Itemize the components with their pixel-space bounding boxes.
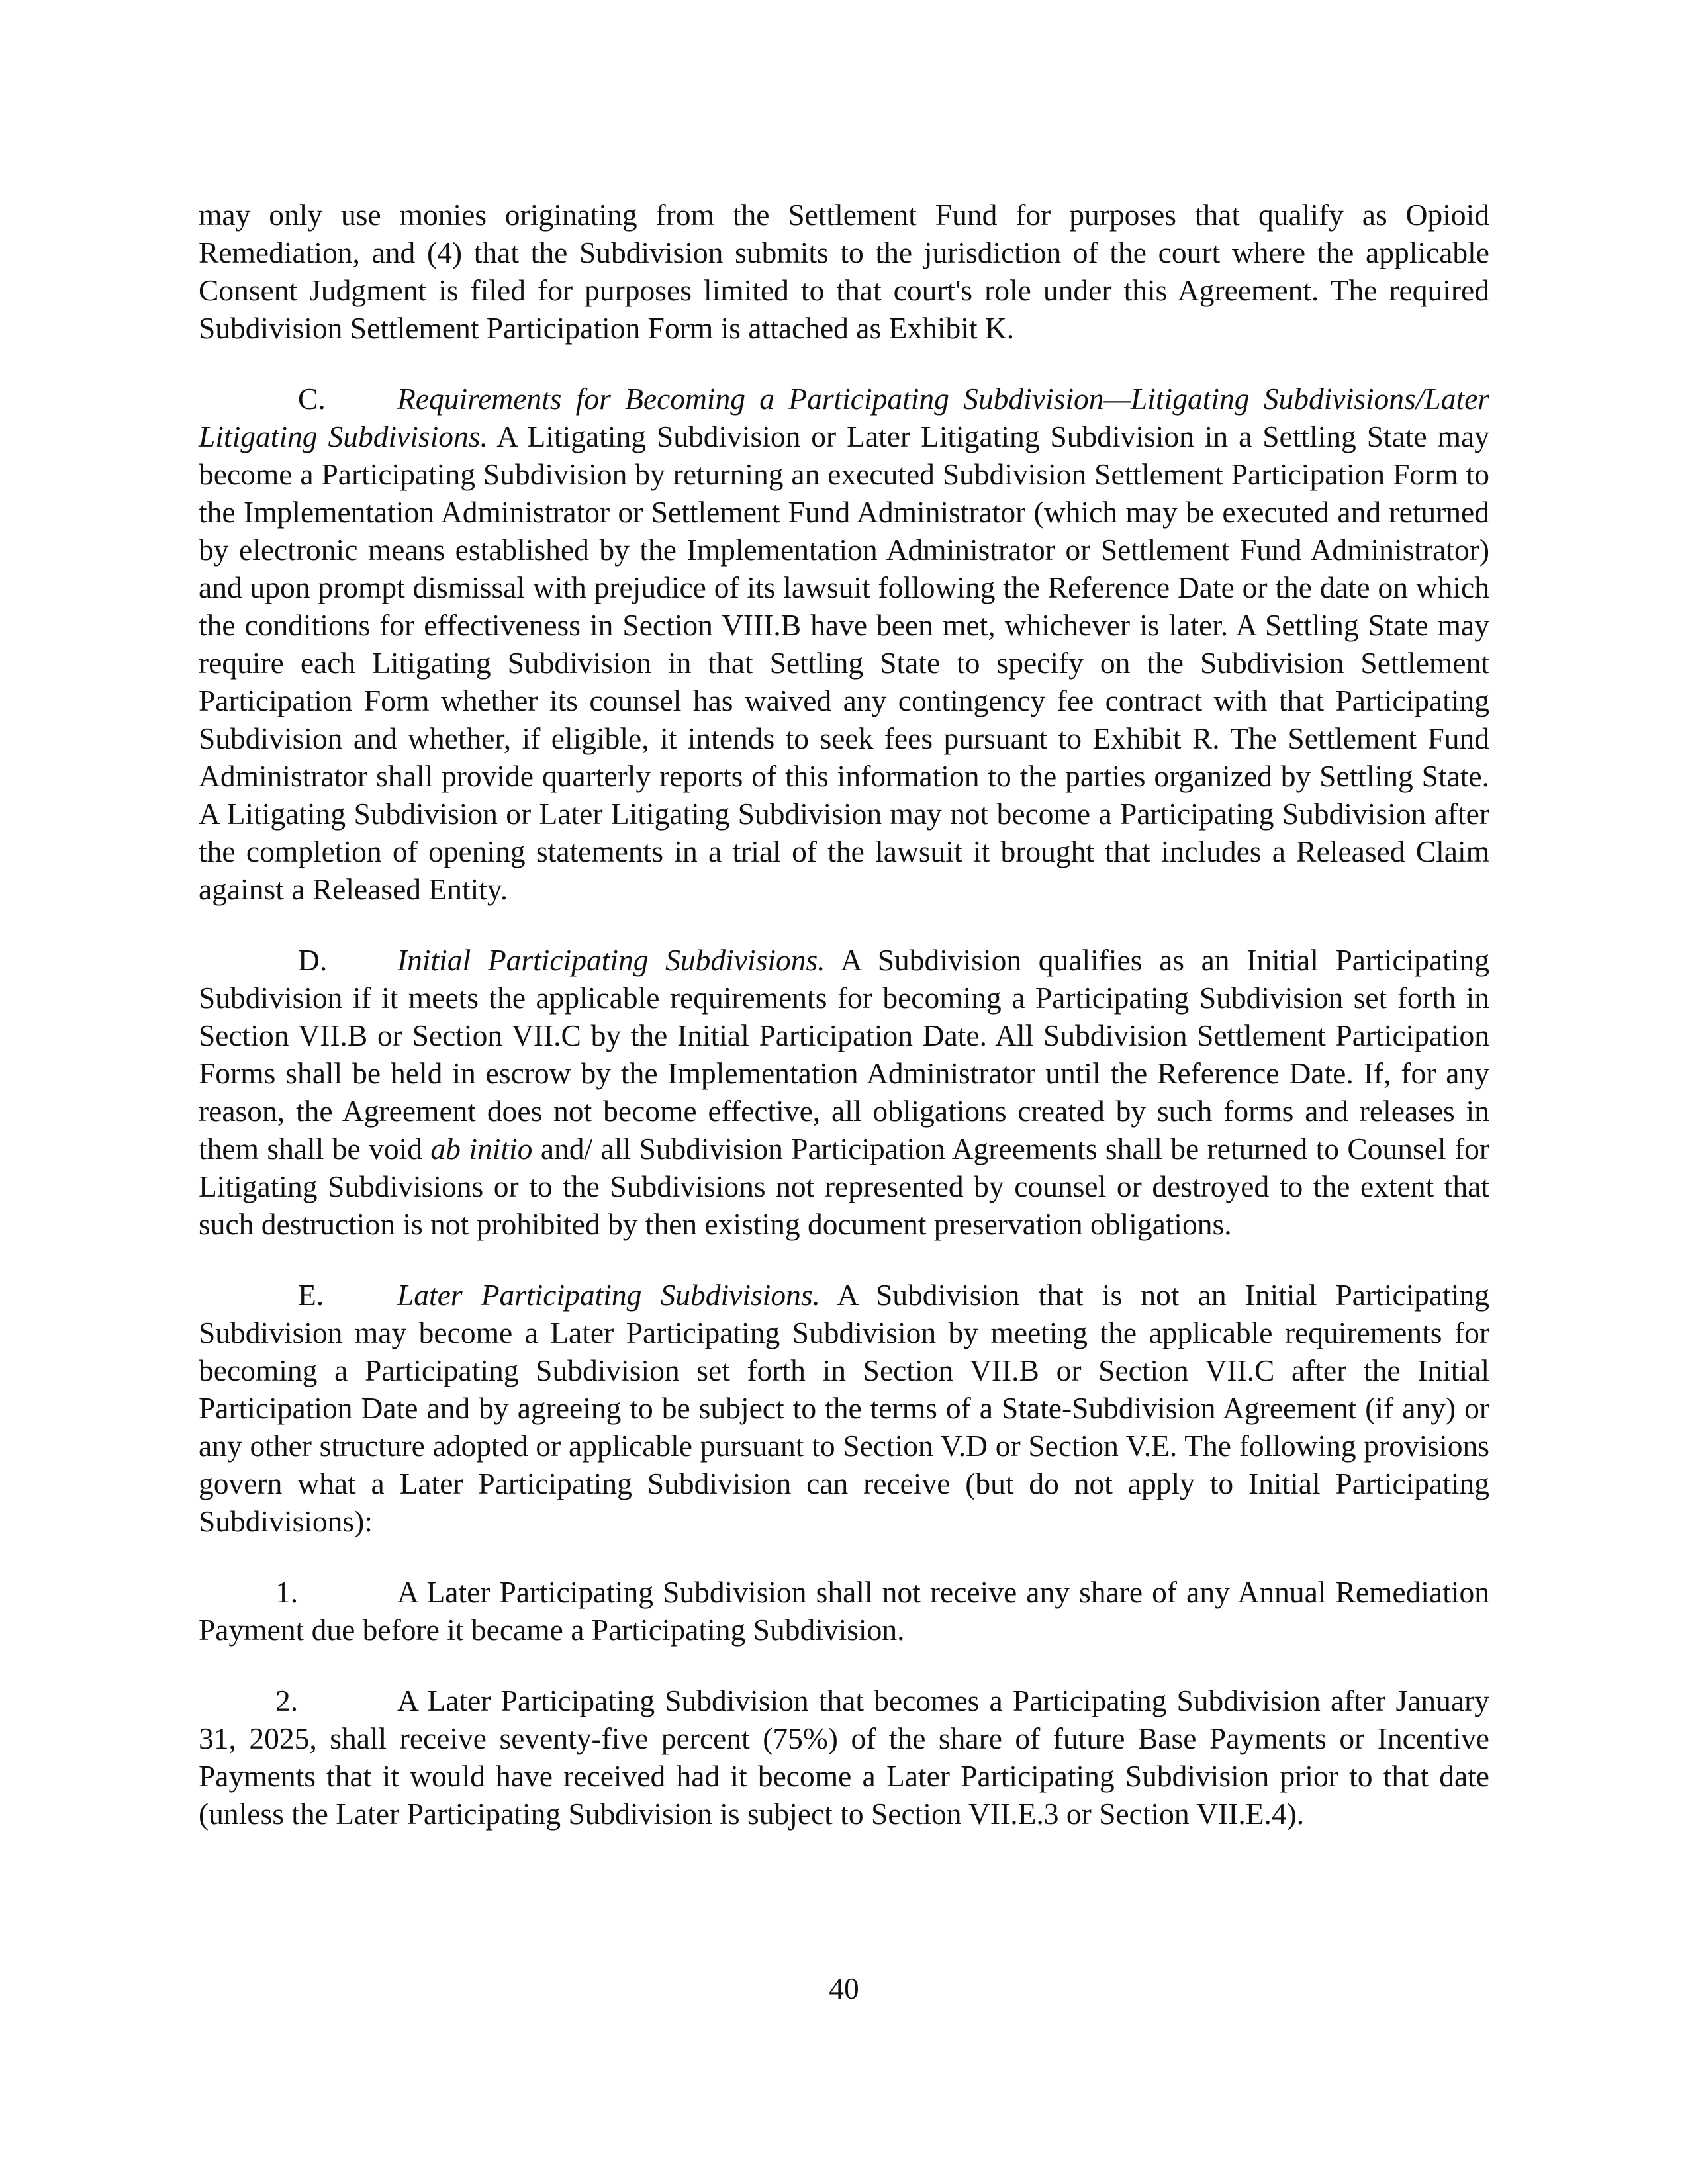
section-c-label: C. xyxy=(298,382,326,416)
page-number: 40 xyxy=(829,1972,859,2005)
section-c-title: Requirements for Becoming a Participating Subdivision—Litigating Subdivisions/Later Litigating Subdivisions. xyxy=(199,382,1489,453)
section-e-title: Later Participating Subdivisions. xyxy=(397,1278,820,1312)
list-item xyxy=(199,1573,1489,1649)
paragraph-continued xyxy=(199,196,1489,347)
list-item-label: 2. xyxy=(275,1684,299,1717)
section-e-body: A Subdivision that is not an Initial Participating Subdivision may become a Later Participating Subdivision by meeting the applicable requirements for becoming a Participating Subdivision set forth in Section VII.B or Section VII.C after the Initial Participation Date and by agreeing to be subject to the terms of a State-Subdivision Agreement (if any) or any other structure adopted or applicable pursuant to Section V.D or Section V.E. The following provisions govern what a Later Participating Subdivision can receive (but do not apply to Initial Participating Subdivisions): xyxy=(199,1278,1489,1538)
section-d-title: Initial Participating Subdivisions. xyxy=(397,943,825,977)
list-item-text: A Later Participating Subdivision that becomes a Participating Subdivision after January 31, 2025, shall receive seventy-five percent (75%) of the share of future Base Payments or Incentive Payments that it would have received had it become a Later Participating Subdivision prior to that date (unless the Later Participating Subdivision is subject to Section VII.E.3 or Section VII.E.4). xyxy=(199,1684,1489,1831)
section-d-body-before: A Subdivision qualifies as an Initial Participating Subdivision if it meets the applicable requirements for becoming a Participating Subdivision set forth in Section VII.B or Section VII.C by the Initial Participation Date. All Subdivision Settlement Participation Forms shall be held in escrow by the Implementation Administrator until the Reference Date. If, for any reason, the Agreement does not become effective, all obligations created by such forms and releases in them shall be void xyxy=(199,943,1490,1165)
section-d xyxy=(199,941,1489,1243)
section-e-label: E. xyxy=(298,1278,324,1312)
section-d-label: D. xyxy=(298,943,328,977)
section-d-body-after: and/ all Subdivision Participation Agreements shall be returned to Counsel for Litigating Subdivisions or to the Subdivisions not represented by counsel or destroyed to the extent that such destruction is not prohibited by then existing document preservation obligations. xyxy=(199,1132,1490,1241)
list-item xyxy=(199,1682,1489,1833)
section-c-body: A Litigating Subdivision or Later Litigating Subdivision in a Settling State may become a Participating Subdivision by returning an executed Subdivision Settlement Participation Form to the Implementation Administrator or Settlement Fund Administrator (which may be executed and returned by electronic means established by the Implementation Administrator or Settlement Fund Administrator) and upon prompt dismissal with prejudice of its lawsuit following the Reference Date or the date on which the conditions for effectiveness in Section VIII.B have been met, whichever is later. A Settling State may require each Litigating Subdivision in that Settling State to specify on the Subdivision Settlement Participation Form whether its counsel has waived any contingency fee contract with that Participating Subdivision and whether, if eligible, it intends to seek fees pursuant to Exhibit R. The Settlement Fund Administrator shall provide quarterly reports of this information to the parties organized by Settling State. A Litigating Subdivision or Later Litigating Subdivision may not become a Participating Subdivision after the completion of opening statements in a trial of the lawsuit it brought that includes a Released Claim against a Released Entity. xyxy=(199,420,1489,906)
section-d-italic-phrase: ab initio xyxy=(430,1132,533,1165)
page-body xyxy=(199,196,1489,1833)
section-e xyxy=(199,1276,1489,1540)
list-item-text: A Later Participating Subdivision shall not receive any share of any Annual Remediation Payment due before it became a Participating Subdivision. xyxy=(199,1575,1489,1647)
paragraph-continued-text: may only use monies originating from the Settlement Fund for purposes that qualify as Opioid Remediation, and (4) that the Subdivision submits to the jurisdiction of the court where the applicable Consent Judgment is filed for purposes limited to that court's role under this Agreement. The required Subdivision Settlement Participation Form is attached as Exhibit K. xyxy=(199,198,1489,345)
list-item-label: 1. xyxy=(275,1575,299,1609)
section-c xyxy=(199,380,1489,908)
